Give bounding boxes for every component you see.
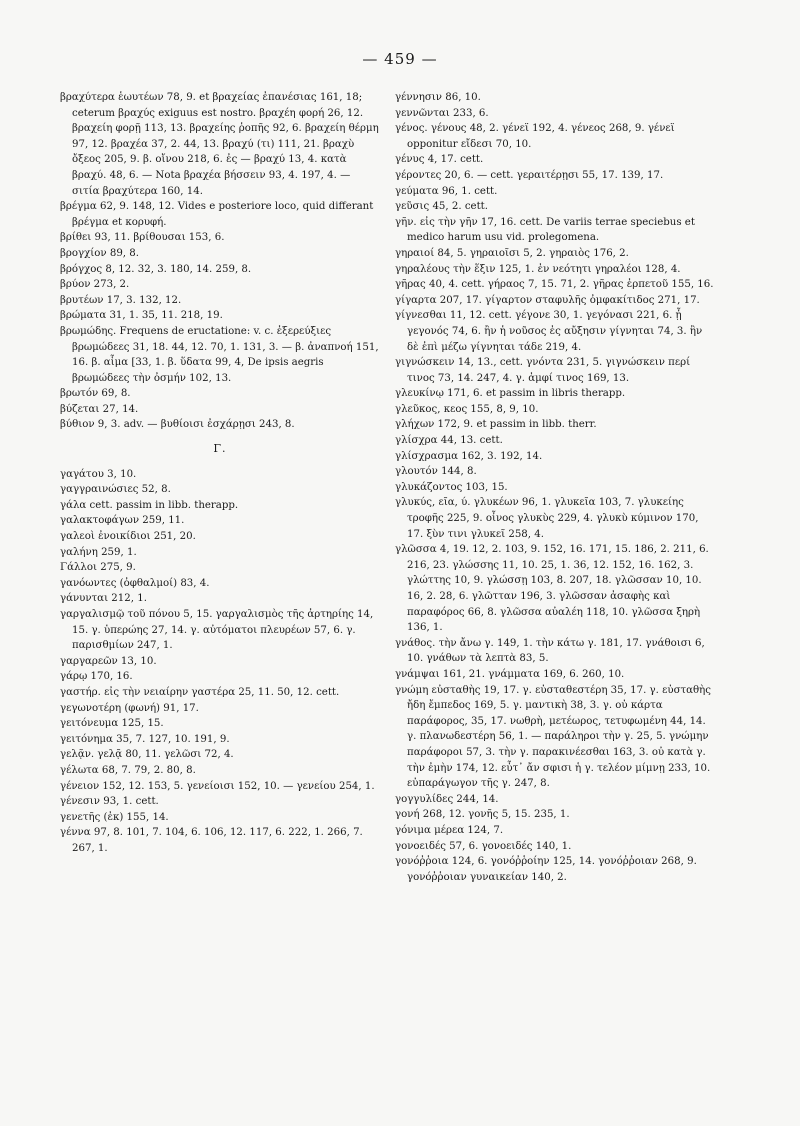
index-entry: γογγυλίδες 244, 14. (395, 793, 499, 805)
index-entry: γάρῳ 170, 16. (60, 671, 133, 683)
index-entry: γεύματα 96, 1. cett. (395, 185, 498, 197)
index-entry: γλήχων 172, 9. et passim in libb. therr. (395, 419, 597, 431)
index-entry: βρύον 273, 2. (60, 279, 130, 291)
index-entry: γνάθος. τὴν ἄνω γ. 149, 1. τὴν κάτω γ. 181, 17. γνάθοισι 6, 10. γνάθων τὰ λεπτὰ 83, 5. (395, 637, 705, 665)
index-entry: γεγωνοτέρη (φωνή) 91, 17. (60, 702, 199, 714)
index-entry: γένειον 152, 12. 153, 5. γενείοισι 152, 10. — γενείου 254, 1. (60, 780, 375, 792)
index-entry: βραχύτερα ἑωυτέων 78, 9. et βραχείας ἐπανέσιας 161, 18; ceterum βραχύς exiguus est nostro. βραχέη φορή 26, 12. βραχείη φορῇ 113, 13. βραχείης ῥοπῆς 92, 6. βραχείη θέρμη 97, 12. βραχέα 37, 2. 44, 13. βραχύ (τι) 111, 21. βραχὺ ὄξεος 205, 9. β. οἴνου 218, 6. ἐς — βραχύ 13, 4. κατὰ βραχύ. 48, 6. — Nota βραχέα βήσσειν 93, 4. 197, 4. — σιτία βραχύτερα 160, 14. (60, 92, 379, 197)
index-entry: γνώμη εὐσταθὴς 19, 17. γ. εὐσταθεστέρη 35, 17. γ. εὐσταθὴς ἤδη ἔμπεδος 169, 5. γ. μαντικὴ 38, 3. γ. οὐ κάρτα παράφορος, 35, 17. νωθρὴ, μετέωρος, τετυφωμένη 44, 14. γ. πλανωδεστέρη 56, 1. — παράληροι τὴν γ. 25, 5. γνώμην παράφοροι 57, 3. τὴν γ. παρακινέεσθαι 163, 3. οὐ κατὰ γ. τὴν ἐμὴν 174, 12. εὖτ᾽ ἄν σφισι ἡ γ. τελέον μίμνῃ 233, 10. εὐπαράγωγον τῆς γ. 247, 8. (395, 684, 711, 790)
index-entry: γόνιμα μέρεα 124, 7. (395, 824, 504, 836)
index-entry: γαλεοὶ ἐνοικίδιοι 251, 20. (60, 531, 196, 543)
index-entry: γαργαλισμῷ τοῦ πόνου 5, 15. γαργαλισμὸς τῆς ἀρτηρίης 14, 15. γ. ὑπερώης 27, 14. γ. αὐτόματοι πλευρέων 57, 6. γ. παρισθμίων 247, 1. (60, 609, 374, 652)
index-entry: γαλήνη 259, 1. (60, 546, 137, 558)
left-entries-gamma (60, 467, 380, 857)
index-entry: βρίθει 93, 11. βρίθουσαι 153, 6. (60, 232, 225, 244)
index-entry: γέλωτα 68, 7. 79, 2. 80, 8. (60, 764, 196, 776)
index-entry: γηραλέους τὴν ἕξιν 125, 1. ἐν νεότητι γηραλέοι 128, 4. (395, 263, 681, 275)
index-entry: γένος. γένους 48, 2. γένεϊ 192, 4. γένεος 268, 9. γένεϊ opponitur εἴδεσι 70, 10. (395, 123, 675, 150)
index-entry: γλῶσσα 4, 19. 12, 2. 103, 9. 152, 16. 171, 15. 186, 2. 211, 6. 216, 23. γλώσσης 11, 10. 25, 1. 36, 12. 152, 16. 162, 3. γλώττης 10, 9. γλώσσῃ 103, 8. 207, 18. γλῶσσαν 10, 10. 16, 2. 28, 6. γλῶτταν 196, 3. γλῶσσαν ἀσαφὴς καὶ παραφόρος 66, 8. γλῶσσα αὐαλέη 118, 10. γλῶσσα ξηρὴ 136, 1. (395, 544, 709, 634)
index-entry: γῆν. εἰς τὴν γῆν 17, 16. cett. De variis terrae speciebus et medico harum usu vid. prolegomena. (395, 216, 695, 244)
index-entry: γλευκίνῳ 171, 6. et passim in libris therapp. (395, 388, 626, 400)
section-letter-heading: Γ. (213, 442, 227, 456)
index-entry: βύζεται 27, 14. (60, 403, 139, 415)
index-entry: γένεσιν 93, 1. cett. (60, 796, 159, 808)
index-entry: γλίσχρασμα 162, 3. 192, 14. (395, 450, 543, 462)
index-entry: γεννῶνται 233, 6. (395, 107, 489, 119)
index-entry: γένυς 4, 17. cett. (395, 154, 484, 166)
index-entry: βρυτέων 17, 3. 132, 12. (60, 294, 182, 306)
index-entry: βρώματα 31, 1. 35, 11. 218, 19. (60, 310, 223, 322)
index-entry: γαστήρ. εἰς τὴν νειαίρην γαστέρα 25, 11. 50, 12. cett. (60, 686, 340, 698)
index-entry: γαργαρεῶν 13, 10. (60, 655, 157, 667)
left-column (60, 90, 380, 857)
index-entry: γιγνώσκειν 14, 13., cett. γνόντα 231, 5. γιγνώσκειν περί τινος 73, 14. 247, 4. γ. ἀμφί τινος 169, 13. (395, 357, 691, 384)
index-entry: γανόωντες (ὀφθαλμοί) 83, 4. (60, 577, 210, 589)
index-entry: γάνυνται 212, 1. (60, 593, 147, 605)
index-entry: γελᾷν. γελᾷ 80, 11. γελῶσι 72, 4. (60, 749, 234, 761)
index-entry: γάλα cett. passim in libb. therapp. (60, 499, 239, 511)
index-entry: βρέγμα 62, 9. 148, 12. Vides e posteriore loco, quid differant βρέγμα et κορυφή. (60, 201, 374, 228)
index-entry: γέννησιν 86, 10. (395, 92, 481, 103)
left-entries-beta (60, 90, 380, 433)
right-column (395, 90, 715, 885)
index-entry: γηραιοί 84, 5. γηραιοῖσι 5, 2. γηραιὸς 176, 2. (395, 247, 629, 259)
index-entry: γαγγραινώσιες 52, 8. (60, 484, 171, 496)
index-entry: γονή 268, 12. γονῆς 5, 15. 235, 1. (395, 809, 570, 821)
index-entry: γίγαρτα 207, 17. γίγαρτον σταφυλῆς ὀμφακίτιδος 271, 17. (395, 294, 700, 306)
index-entry: γλουτόν 144, 8. (395, 466, 477, 478)
index-entry: γνάμψαι 161, 21. γνάμματα 169, 6. 260, 10. (395, 668, 625, 680)
index-entry: βρόγχος 8, 12. 32, 3. 180, 14. 259, 8. (60, 263, 252, 275)
index-entry: γειτόνημα 35, 7. 127, 10. 191, 9. (60, 733, 230, 745)
index-entry: γίγνεσθαι 11, 12. cett. γέγονε 30, 1. γεγόνασι 221, 6. ᾗ γεγονός 74, 6. ἢν ἡ νοῦσος ἐς αὔξησιν γίγνηται 74, 3. ἢν δὲ ἐπὶ μέζω γίγνηται τάδε 219, 4. (395, 310, 703, 353)
index-entry: γαλακτοφάγων 259, 11. (60, 515, 185, 527)
index-entry: γλεῦκος, κεος 155, 8, 9, 10. (395, 403, 539, 415)
index-entry: βύθιον 9, 3. adv. — βυθίοισι ἐσχάρῃσι 243, 8. (60, 419, 295, 431)
page-number: — 459 — (362, 50, 438, 68)
index-entry: γονόῤῥοια 124, 6. γονόῤῥοίην 125, 14. γονόῤῥοιαν 268, 9. γονόῤῥοιαν γυναικείαν 140, 2. (395, 856, 697, 883)
index-entry: γλυκάζοντος 103, 15. (395, 481, 508, 493)
index-entry: βρωμώδης. Frequens de eructatione: v. c. ἐξερεύξιες βρωμώδεες 31, 18. 44, 12. 70, 1. 131, 3. — β. ἀναπνοή 151, 16. β. αἷμα [33, 1. β. ὕδατα 99, 4, De ipsis aegris βρωμώδεες τὴν ὀσμήν 102, 13. (60, 325, 379, 384)
index-entry: γέννα 97, 8. 101, 7. 104, 6. 106, 12. 117, 6. 222, 1. 266, 7. 267, 1. (60, 827, 363, 854)
index-entry: γενετῆς (ἐκ) 155, 14. (60, 811, 169, 823)
index-entry: γειτόνευμα 125, 15. (60, 718, 164, 730)
index-entry: βρογχίον 89, 8. (60, 247, 139, 259)
index-entry: γαγάτου 3, 10. (60, 468, 137, 480)
index-entry: γλυκύς, εῖα, ύ. γλυκέων 96, 1. γλυκεῖα 103, 7. γλυκείης τροφῆς 225, 9. οἶνος γλυκὺς 229, 4. γλυκὺ κύμινον 170, 17. ξὺν τινι γλυκεῖ 258, 4. (395, 497, 699, 540)
index-entry: γλίσχρα 44, 13. cett. (395, 435, 503, 447)
index-entry: βρωτόν 69, 8. (60, 388, 131, 400)
index-entry: γονοειδές 57, 6. γονοειδές 140, 1. (395, 840, 572, 852)
index-entry: γῆρας 40, 4. cett. γήραος 7, 15. 71, 2. γῆρας ἐρπετοῦ 155, 16. (395, 279, 714, 291)
index-entry: γέροντες 20, 6. — cett. γεραιτέρῃσι 55, 17. 139, 17. (395, 169, 664, 181)
index-entry: γεῦσις 45, 2. cett. (395, 201, 489, 213)
index-entry: Γάλλοι 275, 9. (60, 562, 136, 574)
